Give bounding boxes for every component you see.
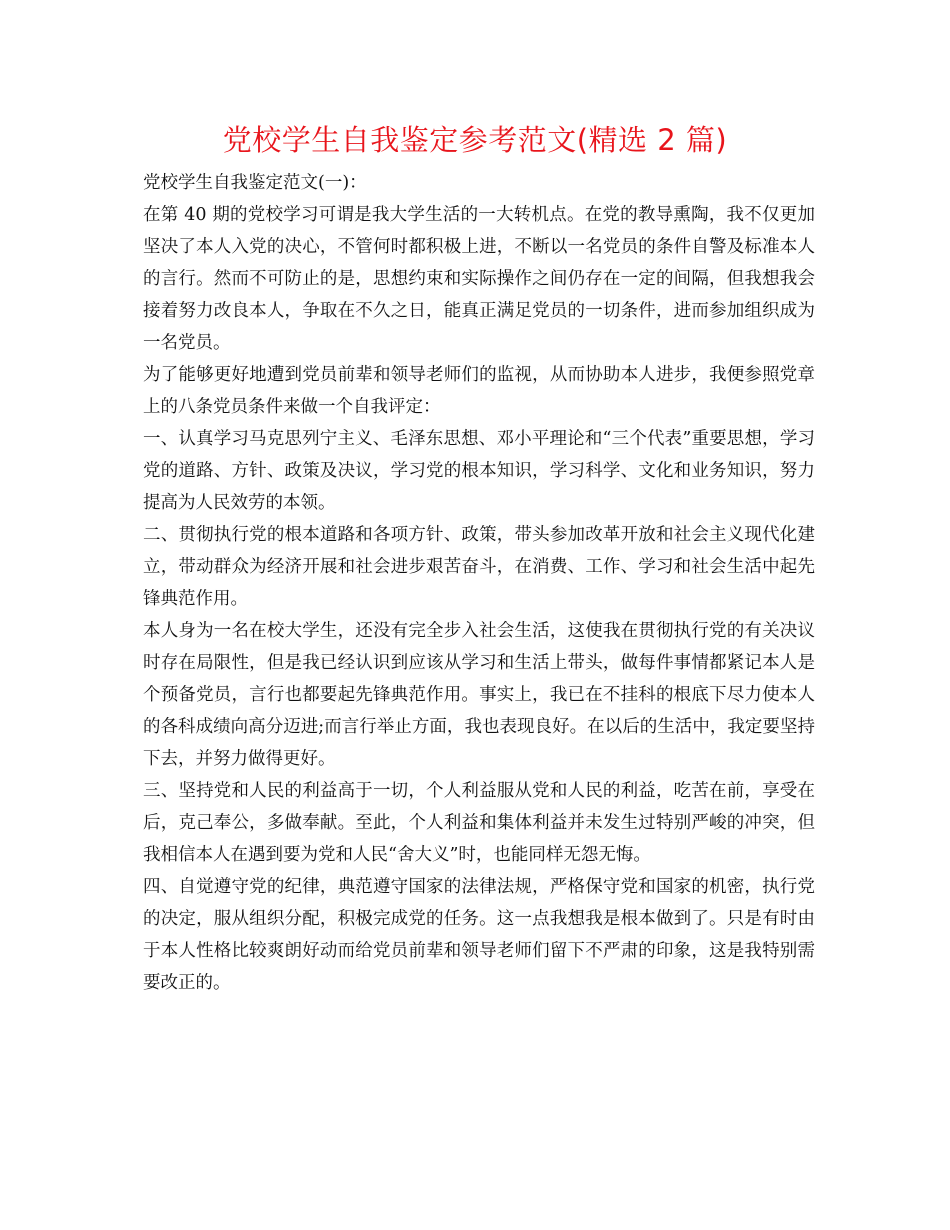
paragraph: 三、坚持党和人民的利益高于一切，个人利益服从党和人民的利益，吃苦在前，享受在后，克己奉公，多做奉献。至此，个人利益和集体利益并未发生过特别严峻的冲突，但我相信本人在遇到要为党和人民“舍大义”时，也能同样无怨无悔。 <box>143 781 815 865</box>
document-body <box>143 167 815 999</box>
paragraph: 本人身为一名在校大学生，还没有完全步入社会生活，这使我在贯彻执行党的有关决议时存在局限性，但是我已经认识到应该从学习和生活上带头，做每件事情都紧记本人是个预备党员，言行也都要起先锋典范作用。事实上，我已在不挂科的根底下尽力使本人的各科成绩向高分迈进;而言行举止方面，我也表现良好。在以后的生活中，我定要坚持下去，并努力做得更好。 <box>143 621 815 769</box>
section-heading: 党校学生自我鉴定范文(一)： <box>143 173 367 193</box>
paragraph: 二、贯彻执行党的根本道路和各项方针、政策，带头参加改革开放和社会主义现代化建立，带动群众为经济开展和社会进步艰苦奋斗，在消费、工作、学习和社会生活中起先锋典范作用。 <box>143 525 815 609</box>
paragraph: 在第 40 期的党校学习可谓是我大学生活的一大转机点。在党的教导熏陶，我不仅更加坚决了本人入党的决心，不管何时都积极上进，不断以一名党员的条件自警及标准本人的言行。然而不可防止的是，思想约束和实际操作之间仍存在一定的间隔，但我想我会接着努力改良本人，争取在不久之日，能真正满足党员的一切条件，进而参加组织成为一名党员。 <box>143 205 815 353</box>
document-title: 党校学生自我鉴定参考范文(精选 2 篇) <box>222 123 728 157</box>
paragraph: 一、认真学习马克思列宁主义、毛泽东思想、邓小平理论和“三个代表”重要思想，学习党的道路、方针、政策及决议，学习党的根本知识，学习科学、文化和业务知识，努力提高为人民效劳的本领。 <box>143 429 815 513</box>
paragraph: 四、自觉遵守党的纪律，典范遵守国家的法律法规，严格保守党和国家的机密，执行党的决定，服从组织分配，积极完成党的任务。这一点我想我是根本做到了。只是有时由于本人性格比较爽朗好动而给党员前辈和领导老师们留下不严肃的印象，这是我特别需要改正的。 <box>143 877 815 993</box>
paragraph: 为了能够更好地遭到党员前辈和领导老师们的监视，从而协助本人进步，我便参照党章上的八条党员条件来做一个自我评定： <box>143 365 815 417</box>
